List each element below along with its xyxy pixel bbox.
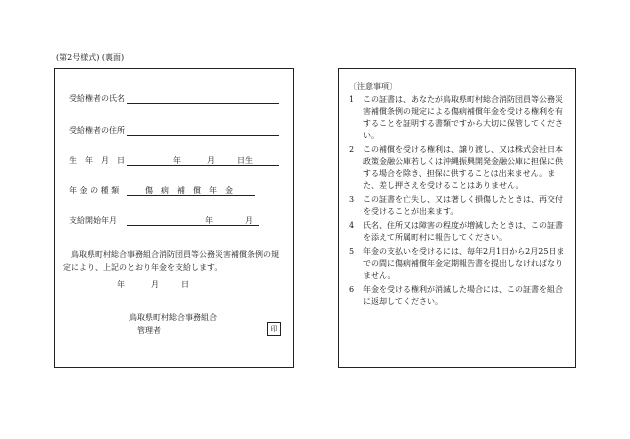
seal-mark: 印 (267, 322, 281, 336)
note-text: 年金の支払いを受けるには、毎年2月1日から2月25日までの間に傷病補償年金定期報告書を提出しなければなりません。 (363, 247, 565, 280)
notes-panel (338, 68, 576, 368)
birth-year-unit: 年 (173, 156, 181, 165)
issuer-title: 管理者 (137, 326, 161, 335)
note-number: 3 (349, 195, 355, 204)
recipient-address-line (127, 135, 279, 136)
notes-title: 〔注意事項〕 (349, 82, 397, 91)
note-text: この補償を受ける権利は、譲り渡し、又は株式会社日本政策金融公庫若しくは沖縄振興開発金融公庫に担保に供する場合を除き、担保に供することは出来ません。また、差し押さえを受けることはありません。 (363, 145, 563, 190)
note-text: この証書は、あなたが鳥取県町村総合消防団員等公務災害補償条例の規定による傷病補償年金を受ける権利を有することを証明する書類ですから大切に保管してください。 (363, 95, 563, 140)
note-text: この証書を亡失し、又は著しく損傷したときは、再交付を受けることが出来ます。 (363, 195, 563, 216)
payment-start-line (127, 225, 259, 226)
pension-type-value: 傷 病 補 償 年 金 (145, 186, 233, 195)
issuer-organization: 鳥取県町村総合事務組合 (129, 313, 217, 322)
pension-type-label: 年 金 の 種 類 (69, 186, 120, 195)
note-item (349, 246, 565, 282)
note-item (349, 94, 565, 142)
form-caption: (第2号様式) (裏面) (56, 53, 125, 62)
certificate-form-panel (54, 68, 294, 368)
note-number: 1 (349, 95, 355, 104)
note-item (349, 284, 565, 308)
note-number: 5 (349, 247, 355, 256)
grant-statement: 鳥取県町村総合事務組合消防団員等公務災害補償条例の規定により、上記のとおり年金を支給します。 (63, 250, 279, 272)
birth-date-line (127, 165, 279, 166)
birth-month-unit: 月 (207, 156, 215, 165)
note-text: 年金を受ける権利が消滅した場合には、この証書を組合に返却してください。 (363, 285, 563, 306)
payment-start-month-unit: 月 (245, 216, 253, 225)
payment-start-year-unit: 年 (205, 216, 213, 225)
note-number: 4 (349, 221, 355, 230)
note-number: 2 (349, 145, 355, 154)
recipient-name-label: 受給権者の氏名 (69, 94, 125, 103)
note-number: 6 (349, 285, 355, 294)
issue-month-unit: 月 (151, 280, 159, 289)
note-item (349, 220, 565, 244)
issue-day-unit: 日 (181, 280, 189, 289)
note-item (349, 144, 565, 192)
note-text: 氏名、住所又は障害の程度が増減したときは、この証書を添えて所属町村に報告してください。 (363, 221, 563, 242)
issue-year-unit: 年 (117, 280, 125, 289)
note-item (349, 194, 565, 218)
recipient-address-label: 受給権者の住所 (69, 126, 125, 135)
notes-list (349, 94, 565, 310)
birth-date-label: 生 年 月 日 (69, 156, 125, 165)
payment-start-label: 支給開始年月 (69, 216, 117, 225)
recipient-name-line (127, 103, 279, 104)
birth-day-unit: 日生 (237, 156, 253, 165)
